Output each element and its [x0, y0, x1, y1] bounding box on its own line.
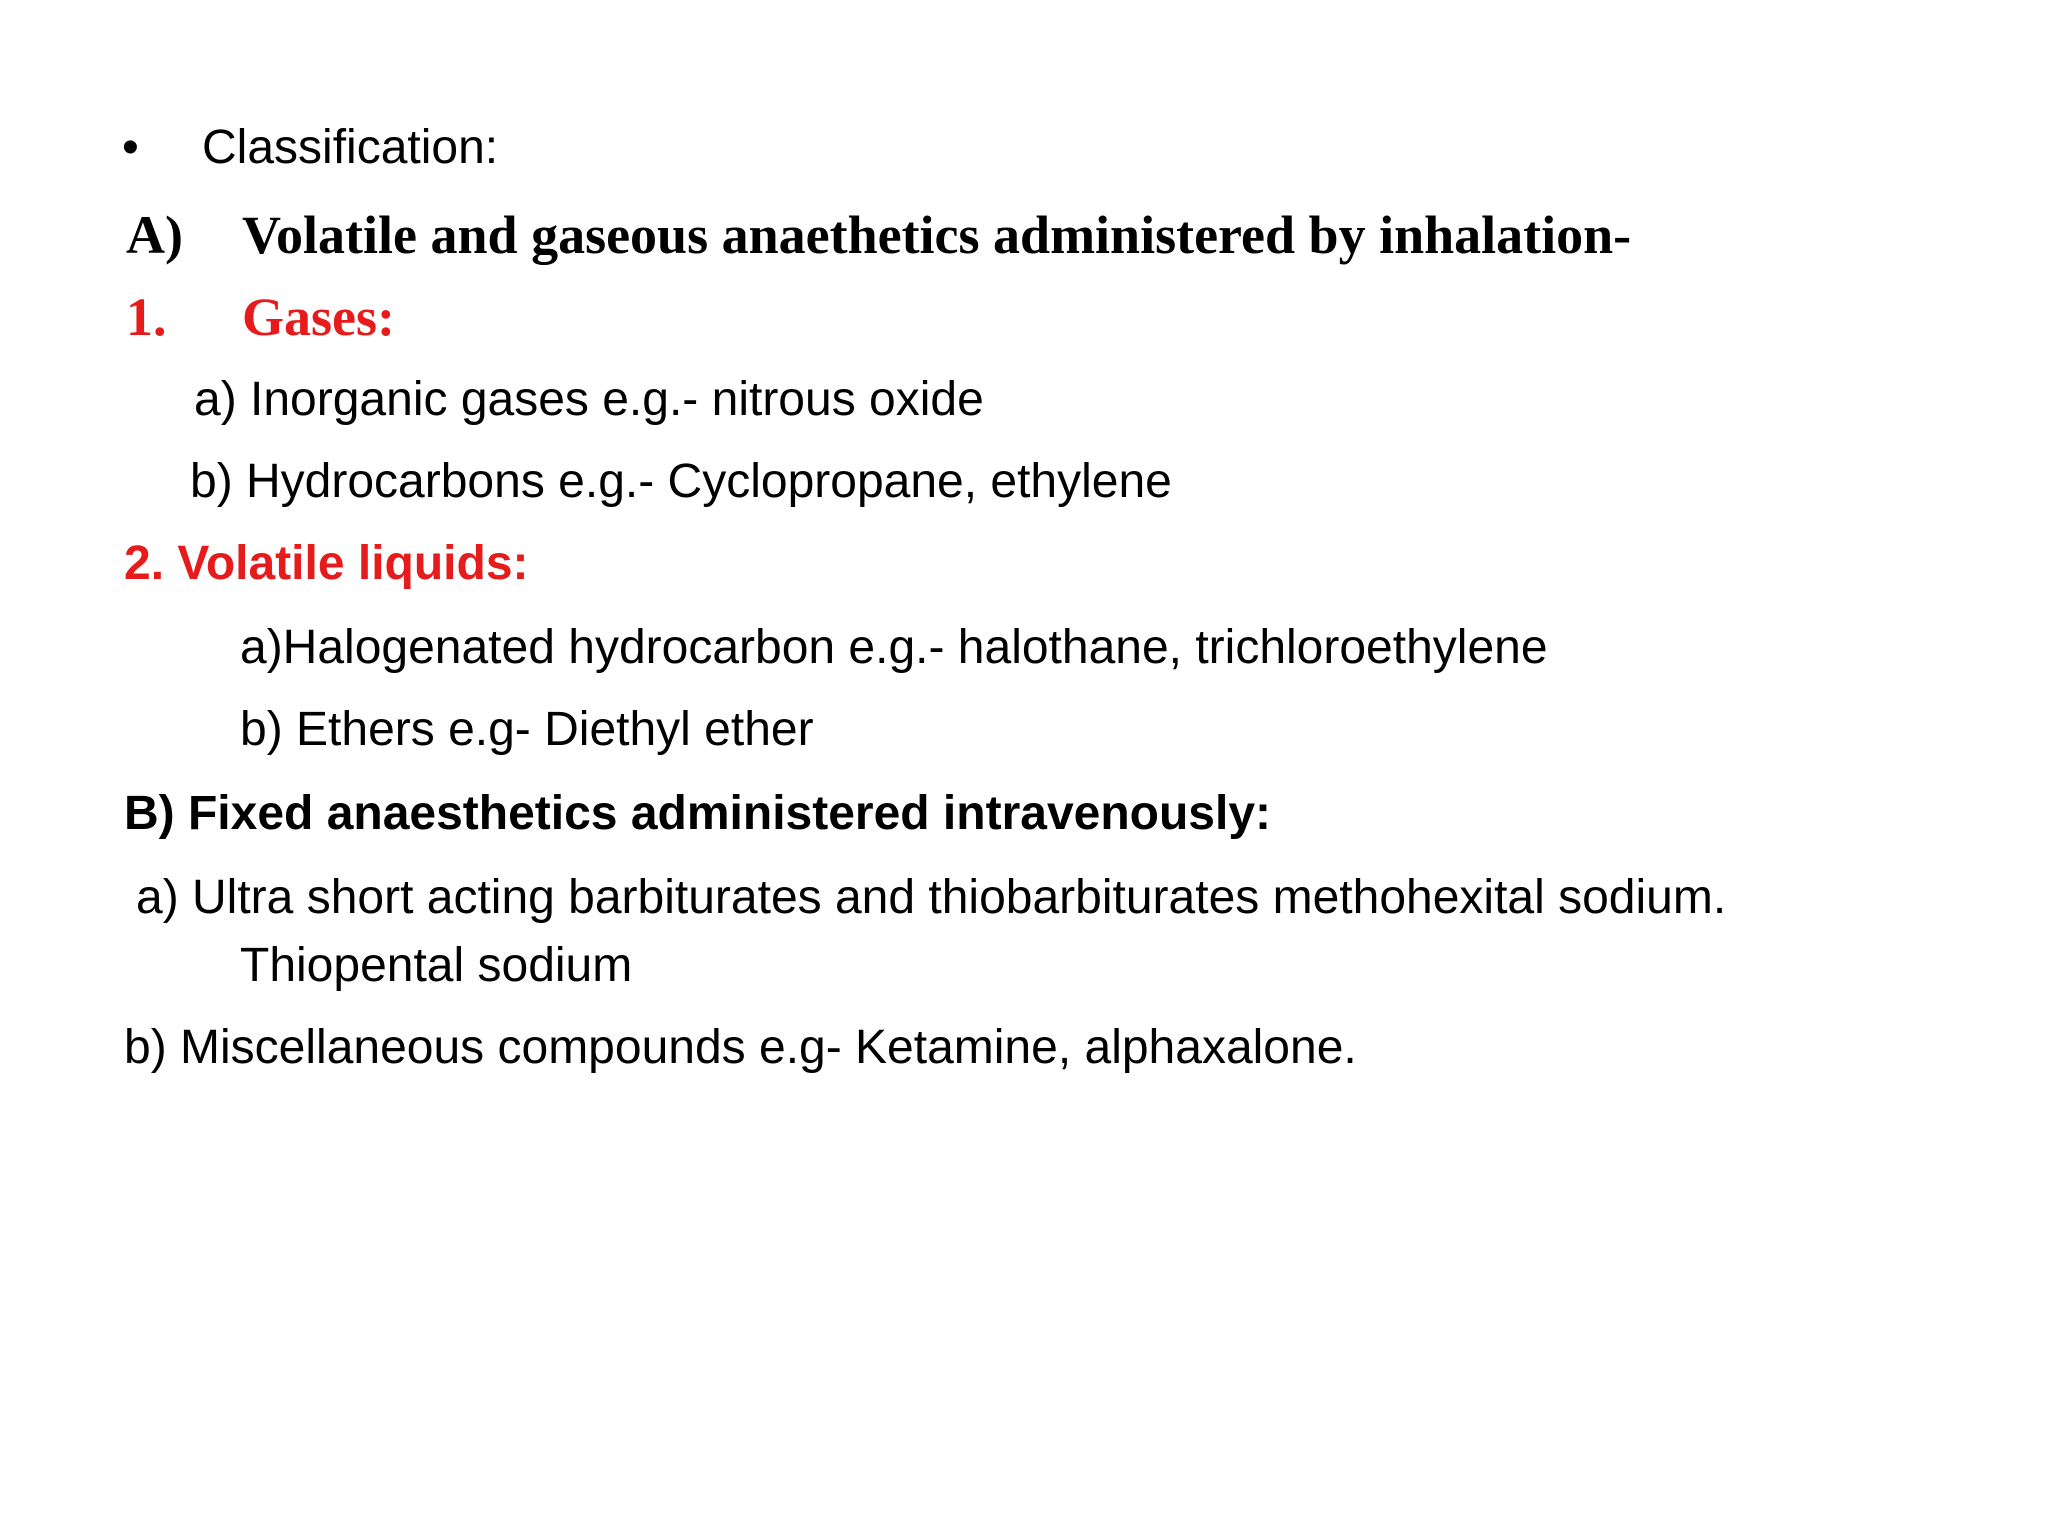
gases-text: Gases: — [242, 287, 395, 347]
section-a-heading — [126, 205, 1826, 272]
classification-line — [122, 121, 722, 184]
section-a-text: Volatile and gaseous anaethetics administered by inhalation- — [242, 205, 1632, 265]
section-b-item-a-line1: a) Ultra short acting barbiturates and thiobarbiturates methohexital sodium. — [136, 871, 1727, 924]
bullet-glyph: • — [122, 121, 139, 174]
gases-marker: 1. — [126, 287, 167, 347]
volatile-item-halogenated: a)Halogenated hydrocarbon e.g.- halothane, trichloroethylene — [240, 621, 1548, 674]
section-a-marker: A) — [126, 205, 183, 265]
volatile-liquids-heading: 2. Volatile liquids: — [124, 537, 529, 590]
volatile-item-ethers: b) Ethers e.g- Diethyl ether — [240, 703, 814, 756]
gases-heading — [126, 287, 726, 354]
gases-item-inorganic: a) Inorganic gases e.g.- nitrous oxide — [194, 373, 984, 426]
classification-label: Classification: — [202, 121, 499, 174]
section-b-heading: B) Fixed anaesthetics administered intravenously: — [124, 787, 1272, 840]
gases-item-hydrocarbons: b) Hydrocarbons e.g.- Cyclopropane, ethylene — [190, 455, 1172, 508]
section-b-item-b: b) Miscellaneous compounds e.g- Ketamine, alphaxalone. — [124, 1021, 1357, 1074]
section-b-item-a-line2: Thiopental sodium — [240, 939, 633, 992]
